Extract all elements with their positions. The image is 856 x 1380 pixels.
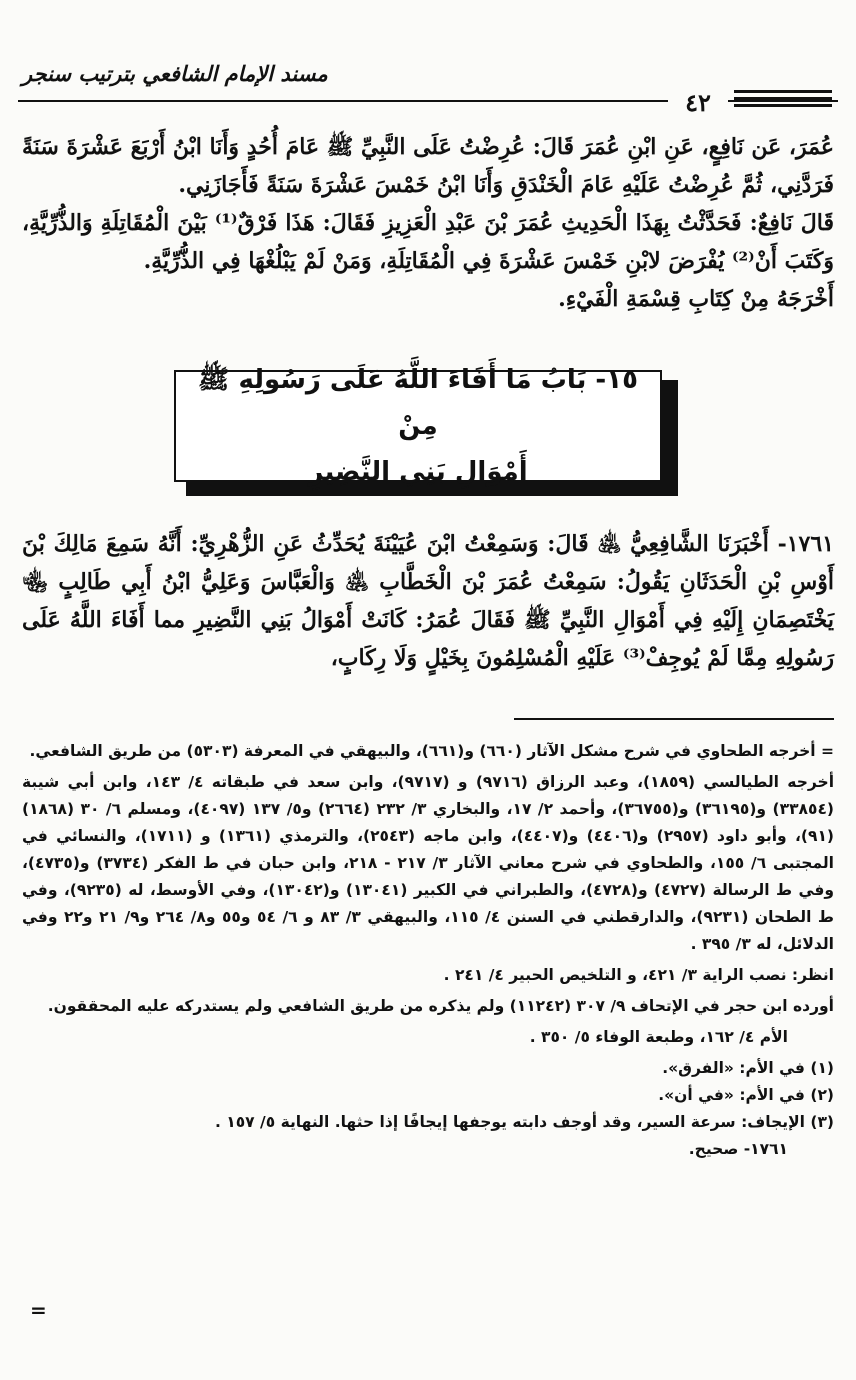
paragraph-3: أَخْرَجَهُ مِنْ كِتَابِ قِسْمَةِ الْفَيْءِ. [558,286,834,312]
hadith-1761: ١٧٦١- أَخْبَرَنَا الشَّافِعِيُّ ﵁ قَالَ: وَسَمِعْتُ ابْنَ عُيَيْنَةَ يُحَدِّثُ عَنِ الزُّهْرِيِّ: أَنَّهُ سَمِعَ مَالِكَ بْنَ أَوْسِ بْنِ الْحَدَثَانِ يَقُولُ: سَمِعْتُ عُمَرَ بْنَ الْخَطَّابِ ﵁ وَالْعَبَّاسَ وَعَلِيُّ ابْنُ أَبِي طَالِبٍ ﵄ يَخْتَصِمَانِ إِلَيْهِ فِي أَمْوَالِ النَّبِيِّ ﷺ فَقَالَ عُمَرُ: كَانَتْ أَمْوَالُ بَنِي النَّضِيرِ مما أَفَاءَ اللَّهُ عَلَى رَسُولِهِ مِمَّا لَمْ يُوجِفْ⁽³⁾ عَلَيْهِ الْمُسْلِمُونَ بِخَيْلٍ وَلَا رِكَابٍ، [22,531,834,671]
page-number: ٤٢ [668,88,728,117]
footnote-separator [514,718,834,720]
footnote-note-2: (٢) في الأم: «في أن». [658,1086,834,1104]
footnote-source: الأم ٤/ ١٦٢، وطبعة الوفاء ٥/ ٣٥٠ . [529,1028,788,1046]
chapter-heading-box [174,365,662,487]
footnotes [22,738,834,1163]
chapter-heading-line-2: أَمْوَالِ بَنِي النَّضِيرِ [308,457,528,487]
footnote-note-3: (٣) الإيجاف: سرعة السير، وقد أوجف دابته يوجفها إيجافًا إذا حثها. النهاية ٥/ ١٥٧ . [214,1113,834,1131]
footnote-block-3: انظر: نصب الراية ٣/ ٤٢١، و التلخيص الحبير ٤/ ٢٤١ . [443,966,834,984]
paragraph-1: عُمَرَ، عَن نَافِعٍ، عَنِ ابْنِ عُمَرَ قَالَ: عُرِضْتُ عَلَى النَّبِيِّ ﷺ عَامَ أُحُدٍ وَأَنَا ابْنُ أَرْبَعَ عَشْرَةَ سَنَةً فَرَدَّنِي، ثُمَّ عُرِضْتُ عَلَيْهِ عَامَ الْخَنْدَقِ وَأَنَا ابْنُ خَمْسَ عَشْرَةَ سَنَةً فَأَجَازَنِي. [22,134,834,198]
footnote-block-4: أورده ابن حجر في الإتحاف ٩/ ٣٠٧ (١١٢٤٢) ولم يذكره من طريق الشافعي ولم يستدركه عليه المحققون. [47,997,834,1015]
chapter-heading-line-1: ١٥- بَابُ مَا أَفَاءَ اللَّهُ عَلَى رَسُولِهِ ﷺ مِنْ [198,365,638,441]
page-number-bars [734,90,832,110]
footnote-note-1: (١) في الأم: «الفرق». [662,1059,834,1077]
book-title: مسند الإمام الشافعي بترتيب سنجر [22,62,328,86]
paragraph-2: قَالَ نَافِعٌ: فَحَدَّثْتُ بِهَذَا الْحَدِيثِ عُمَرَ بْنَ عَبْدِ الْعَزِيزِ فَقَالَ: هَذَا فَرْقٌ⁽¹⁾ بَيْنَ الْمُقَاتِلَةِ وَالذُّرِّيَّةِ، وَكَتَبَ أَنْ⁽²⁾ يُفْرَضَ لابْنِ خَمْسَ عَشْرَةَ فِي الْمُقَاتِلَةِ، وَمَنْ لَمْ يَبْلُغْهَا فِي الذُّرِّيَّةِ. [22,210,834,274]
footnote-block-1: = أخرجه الطحاوي في شرح مشكل الآثار (٦٦٠) و(٦٦١)، والبيهقي في المعرفة (٥٣٠٣) من طريق الشافعي. [29,742,834,760]
section-1 [22,128,834,318]
continuation-mark: = [30,1298,47,1322]
section-2 [22,525,834,677]
footnote-grading: ١٧٦١- صحيح. [688,1140,788,1158]
footnote-block-2: أخرجه الطيالسي (١٨٥٩)، وعبد الرزاق (٩٧١٦) و (٩٧١٧)، وابن سعد في طبقاته ٤/ ١٤٣، وابن أبي شيبة (٣٣٨٥٤) و(٣٦١٩٥) و(٣٦٧٥٥)، وأحمد ٢/ ١٧، والبخاري ٣/ ٢٣٢ (٢٦٦٤) و٥/ ١٣٧ (٤٠٩٧)، ومسلم ٦/ ٣٠ (١٨٦٨) (٩١)، وأبو داود (٢٩٥٧) و(٤٤٠٦) و(٤٤٠٧)، وابن ماجه (٢٥٤٣)، والترمذي (١٣٦١) و (١٧١١)، والنسائي في المجتبى ٦/ ١٥٥، والطحاوي في شرح معاني الآثار ٣/ ٢١٧ - ٢١٨، وابن حبان في ط الفكر (٣٧٣٤) و(٤٧٣٥)، وفي ط الرسالة (٤٧٢٧) و(٤٧٢٨)، والطبراني في الكبير (١٣٠٤١) و(١٣٠٤٢)، وفي الأوسط، له (٩٢٣٥)، وفي ط الطحان (٩٢٣١)، والدارقطني في السنن ٤/ ١١٥، والبيهقي ٣/ ٨٣ و ٦/ ٥٤ و٥٥ و٨/ ٢٦٤ و٩/ ٢١ و٢٢ وفي الدلائل، له ٣/ ٣٩٥ . [22,773,835,953]
